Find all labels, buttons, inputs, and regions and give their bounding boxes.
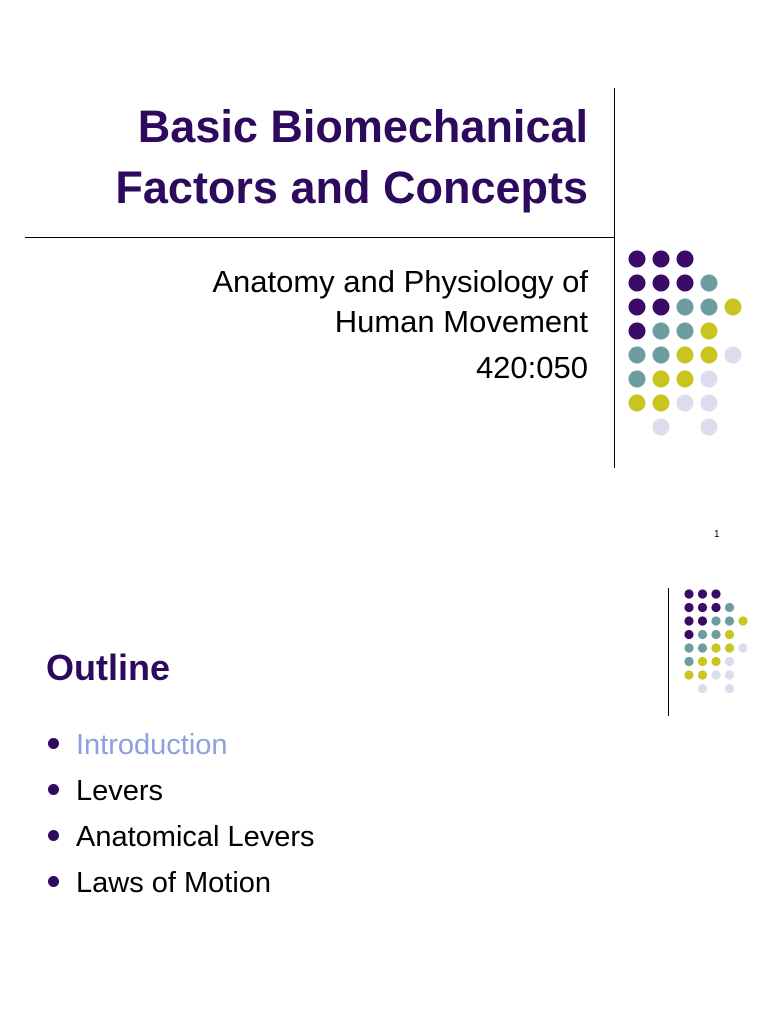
decorative-dot <box>725 299 742 316</box>
outline-title: Outline <box>46 647 170 688</box>
decorative-dot <box>653 299 670 316</box>
decorative-dot <box>629 347 646 364</box>
outline-list <box>46 724 315 908</box>
outline-vertical-divider <box>668 588 669 716</box>
bullet-icon <box>48 738 59 749</box>
page-number: 1 <box>714 529 720 540</box>
decorative-dot <box>629 251 646 268</box>
bullet-icon <box>48 876 59 887</box>
title-line-1: Basic Biomechanical <box>137 101 588 152</box>
outline-item <box>46 724 315 770</box>
decorative-dot <box>653 347 670 364</box>
subtitle-line-1: Anatomy and Physiology of <box>212 264 588 299</box>
bullet-icon <box>48 784 59 795</box>
decorative-dot <box>653 323 670 340</box>
outline-item-label: Laws of Motion <box>76 867 272 899</box>
outline-item <box>46 816 315 862</box>
decorative-dot <box>677 347 694 364</box>
decorative-dot <box>653 251 670 268</box>
decorative-dot <box>701 347 718 364</box>
decorative-dot <box>653 371 670 388</box>
decorative-dot <box>629 323 646 340</box>
outline-item <box>46 862 315 908</box>
decorative-dot <box>701 395 718 412</box>
decorative-dot <box>677 323 694 340</box>
outline-item-label: Introduction <box>76 729 228 761</box>
decorative-dot <box>629 275 646 292</box>
decorative-dot <box>701 419 718 436</box>
outline-item <box>46 770 315 816</box>
decorative-dot <box>677 371 694 388</box>
decorative-dot <box>677 395 694 412</box>
decorative-dot <box>653 275 670 292</box>
outline-item-label: Levers <box>76 775 164 807</box>
decorative-dot <box>653 419 670 436</box>
decorative-dot <box>677 251 694 268</box>
decorative-dot <box>629 395 646 412</box>
subtitle-line-2: Human Movement <box>334 304 588 339</box>
decorative-dot <box>701 275 718 292</box>
decorative-dot <box>629 371 646 388</box>
decorative-dot <box>701 299 718 316</box>
decorative-dot <box>725 347 742 364</box>
course-code: 420:050 <box>475 350 588 385</box>
decorative-dot <box>653 395 670 412</box>
decorative-dot <box>677 299 694 316</box>
decorative-dot <box>677 275 694 292</box>
outline-item-label: Anatomical Levers <box>76 821 315 853</box>
bullet-icon <box>48 830 59 841</box>
title-line-2: Factors and Concepts <box>115 162 588 213</box>
decorative-dot <box>701 323 718 340</box>
decorative-dot <box>701 371 718 388</box>
decorative-dot <box>629 299 646 316</box>
